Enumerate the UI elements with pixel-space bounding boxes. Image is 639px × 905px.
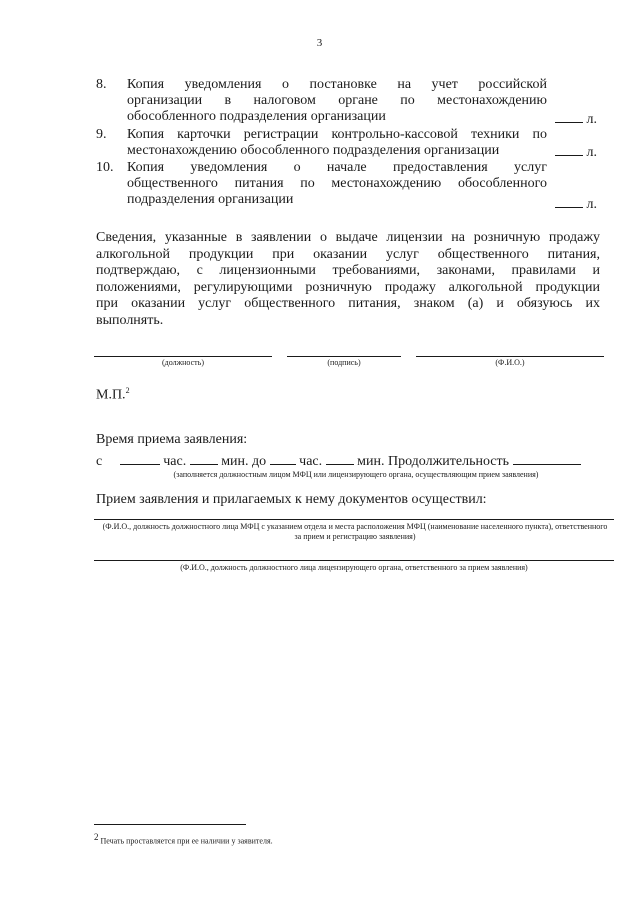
item-line: подразделения организации	[127, 192, 294, 207]
acceptance-title: Прием заявления и прилагаемых к нему документов осуществил:	[96, 492, 487, 507]
pages-suffix: л.	[586, 112, 597, 127]
hours-label: час.	[163, 454, 187, 469]
start-minute-field[interactable]	[190, 452, 218, 465]
minutes-until-label: мин. до	[221, 454, 267, 469]
reception-note: (заполняется должностным лицом МФЦ или лицензирующего органа, осуществляющим прием заявления)	[173, 470, 539, 479]
item-line: организации в налоговом органе по местонахождению	[127, 93, 547, 108]
item-line: обособленного подразделения организации	[127, 109, 386, 124]
declaration-paragraph	[96, 230, 600, 330]
pages-suffix: л.	[586, 145, 597, 160]
page-number: 3	[316, 37, 323, 49]
stamp-text: М.П.	[96, 387, 126, 403]
item-number: 10.	[96, 160, 114, 175]
item-number: 8.	[96, 77, 107, 92]
declaration-line: подтверждаю, с лицензионными требованиями, законами, правилами и	[96, 263, 600, 279]
footnote-text: Печать проставляется при ее наличии у заявителя.	[100, 836, 273, 846]
item-line: местонахождению обособленного подразделения организации	[127, 143, 500, 158]
declaration-line: при оказании услуг общественного питания, знаком (а) и обязуюсь их	[96, 296, 600, 312]
item-text	[127, 160, 547, 208]
item-line: Копия уведомления о постановке на учет российской	[127, 77, 547, 92]
licensing-officer-line[interactable]	[94, 560, 614, 561]
footnote-separator	[94, 824, 246, 825]
mfc-officer-line[interactable]	[94, 519, 614, 520]
duration-label: мин. Продолжительность	[357, 454, 510, 469]
item-line: общественного питания по местонахождению обособленного	[127, 176, 547, 191]
signature-line[interactable]	[287, 356, 401, 357]
signature-caption: (подпись)	[327, 358, 361, 367]
item-text	[127, 127, 547, 159]
position-line[interactable]	[94, 356, 272, 357]
declaration-line: Сведения, указанные в заявлении о выдаче лицензии на розничную продажу	[96, 230, 600, 245]
footnote	[94, 832, 273, 846]
page-count-field[interactable]	[555, 143, 610, 161]
end-minute-field[interactable]	[326, 452, 354, 465]
declaration-line: алкогольной продукции при оказании услуг общественного питания,	[96, 246, 600, 262]
mfc-officer-caption: (Ф.И.О., должность должностного лица МФЦ с указанием отдела и места расположения МФЦ (наименование населенного пункта), ответственного за прием и регистрацию заявления)	[102, 522, 608, 541]
item-text	[127, 77, 547, 125]
item-line: Копия уведомления о начале предоставления услуг	[127, 160, 547, 175]
from-label: с	[96, 454, 103, 469]
footnote-ref: 2	[125, 386, 130, 395]
name-line[interactable]	[416, 356, 604, 357]
stamp-label	[96, 386, 130, 404]
footnote-mark: 2	[94, 832, 99, 842]
reception-title: Время приема заявления:	[96, 432, 248, 447]
end-hour-field[interactable]	[270, 452, 296, 465]
hours-label: час.	[299, 454, 323, 469]
declaration-line: выполнять.	[96, 312, 164, 328]
licensing-officer-caption: (Ф.И.О., должность должностного лица лицензирующего органа, ответственного за прием заявления)	[180, 563, 528, 572]
start-hour-field[interactable]	[120, 452, 160, 465]
item-number: 9.	[96, 127, 107, 142]
reception-time-row	[96, 452, 616, 470]
pages-suffix: л.	[586, 197, 597, 212]
duration-field[interactable]	[513, 452, 581, 465]
item-line: Копия карточки регистрации контрольно-кассовой техники по	[127, 127, 547, 142]
page-count-field[interactable]	[555, 195, 610, 213]
declaration-line: положениями, регулирующими розничную продажу алкогольной продукции	[96, 279, 600, 295]
name-caption: (Ф.И.О.)	[495, 358, 525, 367]
position-caption: (должность)	[162, 358, 204, 367]
page-count-field[interactable]	[555, 110, 610, 128]
